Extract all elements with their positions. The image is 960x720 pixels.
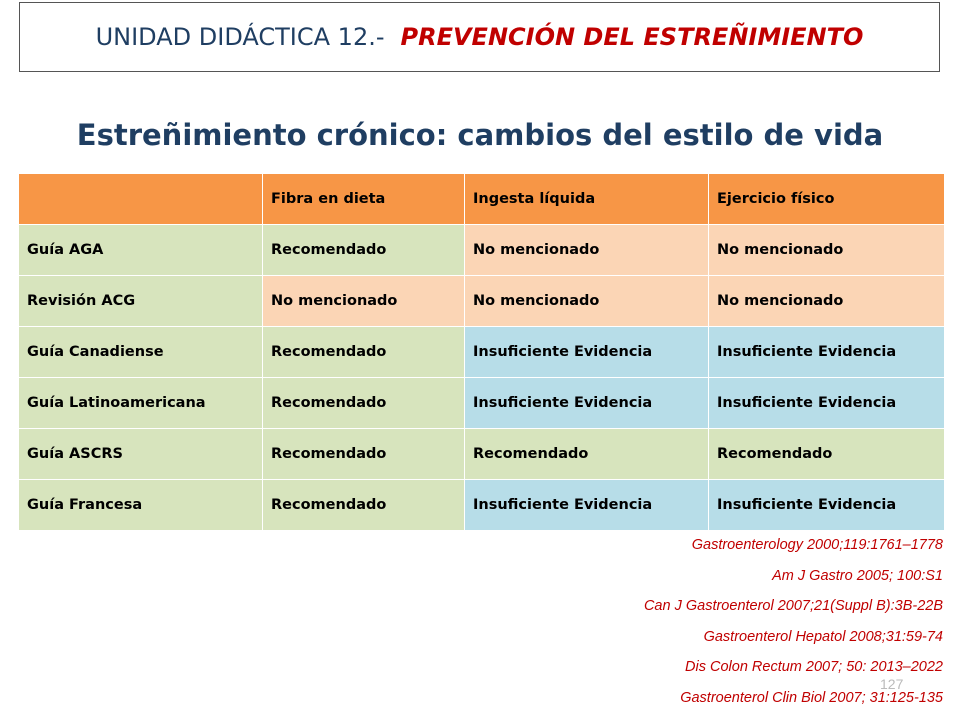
- unit-header: [19, 2, 940, 72]
- reference-item: Dis Colon Rectum 2007; 50: 2013–2022: [685, 659, 943, 675]
- reference-item: Can J Gastroenterol 2007;21(Suppl B):3B-22B: [643, 598, 943, 614]
- table-header-cell: Fibra en dieta: [263, 174, 465, 225]
- reference-item: Am J Gastro 2005; 100:S1: [772, 567, 943, 584]
- table-cell: No mencionado: [465, 276, 709, 327]
- table-cell: Recomendado: [263, 378, 465, 429]
- unit-header-prefix: UNIDAD DIDÁCTICA 12.-: [95, 23, 385, 51]
- table-row: [19, 276, 945, 327]
- row-label: Guía Francesa: [19, 480, 263, 531]
- table-cell: Recomendado: [709, 429, 945, 480]
- table-cell: No mencionado: [263, 276, 465, 327]
- table-cell: Insuficiente Evidencia: [709, 327, 945, 378]
- row-label: Revisión ACG: [19, 276, 263, 327]
- table-cell: Insuficiente Evidencia: [465, 480, 709, 531]
- table-header-row: [19, 174, 945, 225]
- table-row: [19, 225, 945, 276]
- table-cell: No mencionado: [709, 225, 945, 276]
- table-header-cell: Ejercicio físico: [709, 174, 945, 225]
- reference-item: Gastroenterology 2000;119:1761–1778: [691, 537, 943, 553]
- table-header-cell: [19, 174, 263, 225]
- table-row: [19, 429, 945, 480]
- table-cell: Recomendado: [263, 327, 465, 378]
- row-label: Guía Latinoamericana: [19, 378, 263, 429]
- table-header-cell: Ingesta líquida: [465, 174, 709, 225]
- table-cell: Insuficiente Evidencia: [709, 480, 945, 531]
- table-cell: Recomendado: [263, 225, 465, 276]
- table-cell: Insuficiente Evidencia: [465, 327, 709, 378]
- table-row: [19, 327, 945, 378]
- table-cell: No mencionado: [709, 276, 945, 327]
- page-number: 127: [880, 676, 904, 692]
- lifestyle-table: [18, 173, 945, 531]
- reference-item: Gastroenterol Clin Biol 2007; 31:125-135: [680, 689, 943, 706]
- row-label: Guía Canadiense: [19, 327, 263, 378]
- table-cell: Recomendado: [465, 429, 709, 480]
- table-cell: Recomendado: [263, 480, 465, 531]
- table-cell: Recomendado: [263, 429, 465, 480]
- table-row: [19, 378, 945, 429]
- table-cell: Insuficiente Evidencia: [465, 378, 709, 429]
- slide-title: Estreñimiento crónico: cambios del estilo de vida: [76, 118, 884, 152]
- table-row: [19, 480, 945, 531]
- table-cell: Insuficiente Evidencia: [709, 378, 945, 429]
- reference-item: Gastroenterol Hepatol 2008;31:59-74: [703, 628, 943, 645]
- table-cell: No mencionado: [465, 225, 709, 276]
- row-label: Guía AGA: [19, 225, 263, 276]
- row-label: Guía ASCRS: [19, 429, 263, 480]
- unit-header-topic: PREVENCIÓN DEL ESTREÑIMIENTO: [400, 23, 864, 51]
